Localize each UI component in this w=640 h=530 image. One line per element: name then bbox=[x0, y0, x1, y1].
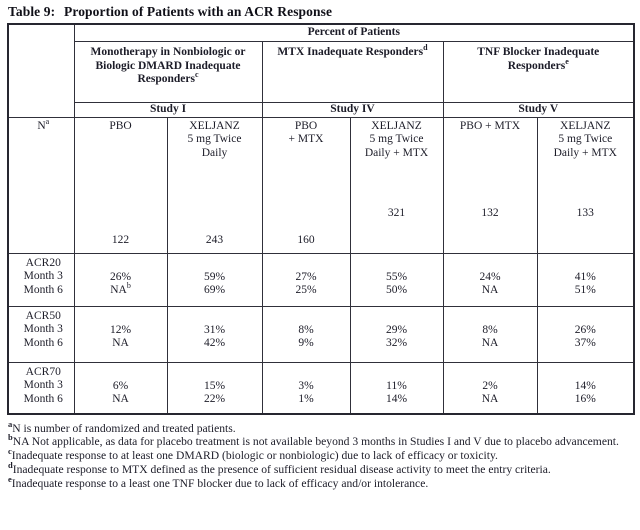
acr-value: 16% bbox=[574, 393, 596, 405]
acr-value: 37% bbox=[574, 337, 596, 349]
acr-value-cell bbox=[350, 306, 443, 362]
acr-value: 8% bbox=[298, 323, 314, 336]
acr20-label: ACR20 bbox=[25, 256, 61, 269]
group-tnf-header bbox=[443, 42, 634, 103]
study-1-cell: Study I bbox=[74, 103, 262, 118]
footnote-b-text: NA Not applicable, as data for placebo treatment is not available beyond 3 months in Studies I and V due to placebo advancement. bbox=[12, 435, 619, 449]
acr-value-cell bbox=[537, 306, 634, 362]
group-tnf-title: TNF Blocker Inadequate Responders bbox=[477, 46, 600, 72]
acr-value: 11% bbox=[386, 379, 407, 392]
group-header-row bbox=[8, 42, 634, 103]
acr-value: NA bbox=[481, 284, 499, 296]
acr-value: 59% bbox=[203, 270, 226, 283]
acr-value-cell bbox=[537, 362, 634, 414]
group-monotherapy-title: Monotherapy in Nonbiologic or Biologic DMARD Inadequate Responders bbox=[90, 46, 246, 85]
column-header-pbo-mtx-study4 bbox=[262, 117, 350, 253]
acr-value: NA bbox=[112, 393, 129, 405]
footnote-c-marker: c bbox=[8, 446, 12, 457]
acr50-row bbox=[8, 306, 634, 362]
group-monotherapy-header bbox=[74, 42, 262, 103]
footnote-marker-c: c bbox=[194, 70, 199, 80]
acr-value-cell bbox=[167, 253, 262, 306]
acr-value: 3% bbox=[298, 379, 314, 392]
acr-value-cell bbox=[443, 362, 537, 414]
acr-value: 14% bbox=[385, 393, 408, 405]
n-row bbox=[8, 117, 634, 253]
footnote-c bbox=[8, 446, 634, 463]
column-label-line: XELJANZ bbox=[371, 119, 422, 132]
footnotes bbox=[7, 418, 634, 491]
column-header-xeljanz-study1 bbox=[167, 117, 262, 253]
footnote-a-marker: a bbox=[8, 418, 13, 429]
acr-value: 22% bbox=[203, 393, 226, 405]
n-value: 132 bbox=[481, 207, 499, 219]
acr70-stub bbox=[8, 362, 74, 414]
n-value: 160 bbox=[297, 234, 315, 246]
month6-label: Month 6 bbox=[23, 283, 63, 296]
acr-value-cell bbox=[262, 253, 350, 306]
acr-value: 31% bbox=[203, 323, 226, 336]
study-4-cell: Study IV bbox=[262, 103, 443, 118]
column-header-pbo-study1 bbox=[74, 117, 167, 253]
acr-value: 42% bbox=[203, 337, 226, 349]
column-label-line: Daily + MTX bbox=[364, 146, 429, 159]
study-header-row bbox=[8, 103, 634, 118]
footnote-e bbox=[8, 473, 634, 491]
footnote-marker-a: a bbox=[45, 117, 50, 126]
acr-value-cell bbox=[167, 306, 262, 362]
header-corner-cell bbox=[8, 24, 74, 117]
acr-na-value: NA bbox=[110, 284, 127, 296]
acr-value: 51% bbox=[574, 284, 596, 296]
document-page bbox=[7, 3, 633, 490]
acr-value: 6% bbox=[112, 379, 129, 392]
column-header-pbo-mtx-study5 bbox=[443, 117, 537, 253]
n-value: 321 bbox=[387, 207, 406, 219]
acr20-stub bbox=[8, 253, 74, 306]
month6-label: Month 6 bbox=[23, 392, 63, 405]
column-label-line: + MTX bbox=[288, 133, 324, 145]
column-label-line: 5 mg Twice bbox=[369, 133, 424, 145]
acr20-row bbox=[8, 253, 634, 306]
acr-value: 69% bbox=[203, 284, 226, 296]
acr70-label: ACR70 bbox=[25, 365, 61, 378]
group-mtx-title: MTX Inadequate Responders bbox=[277, 46, 424, 58]
acr-value: 29% bbox=[385, 323, 408, 336]
acr-value-cell bbox=[350, 362, 443, 414]
acr-value: 9% bbox=[298, 337, 314, 349]
acr-value: NA bbox=[481, 337, 499, 349]
month3-label: Month 3 bbox=[23, 323, 63, 335]
column-label-line: XELJANZ bbox=[560, 119, 611, 132]
n-label: N bbox=[37, 119, 46, 132]
footnote-marker-e: e bbox=[565, 56, 569, 66]
acr-value: 55% bbox=[385, 270, 408, 283]
acr-value: 32% bbox=[385, 337, 408, 349]
acr-value-cell bbox=[350, 253, 443, 306]
footnote-d-text: Inadequate response to MTX defined as the presence of sufficient residual disease activity to meet the entry criteria. bbox=[12, 462, 551, 476]
acr-value: 8% bbox=[482, 323, 498, 336]
acr-value-cell bbox=[74, 306, 167, 362]
acr-value: 2% bbox=[482, 379, 498, 392]
group-mtx-header bbox=[262, 42, 443, 103]
footnote-e-text: Inadequate response to a least one TNF blocker due to lack of efficacy and/or intolerance. bbox=[11, 476, 429, 490]
acr-value: 12% bbox=[109, 323, 132, 336]
footnote-a bbox=[8, 418, 634, 436]
column-header-xeljanz-mtx-study4 bbox=[350, 117, 443, 253]
table-number-label: Table 9: bbox=[8, 4, 56, 19]
n-value: 243 bbox=[205, 234, 224, 246]
acr-value-cell bbox=[74, 362, 167, 414]
acr-value-cell bbox=[262, 306, 350, 362]
study-5-cell: Study V bbox=[443, 103, 634, 118]
column-label-line: PBO + MTX bbox=[459, 119, 521, 132]
acr-value-cell bbox=[74, 253, 167, 306]
footnote-d bbox=[8, 460, 634, 477]
acr-value: 1% bbox=[298, 393, 314, 405]
acr-value: 24% bbox=[479, 270, 501, 283]
column-header-xeljanz-mtx-study5 bbox=[537, 117, 634, 253]
month3-label: Month 3 bbox=[23, 379, 63, 391]
n-row-header bbox=[8, 117, 74, 253]
acr-value-cell bbox=[537, 253, 634, 306]
acr-value: 41% bbox=[574, 270, 596, 283]
footnote-e-marker: e bbox=[8, 473, 12, 484]
acr-value-cell bbox=[167, 362, 262, 414]
acr-value: 50% bbox=[385, 284, 408, 296]
n-value: 122 bbox=[111, 234, 130, 246]
footnote-marker-b: b bbox=[126, 281, 131, 291]
column-label-line: 5 mg Twice bbox=[187, 133, 242, 145]
column-label-line: 5 mg Twice bbox=[558, 133, 613, 145]
acr-value: 27% bbox=[295, 270, 317, 283]
acr-value: 15% bbox=[203, 379, 226, 392]
acr-value-cell bbox=[443, 306, 537, 362]
table-title bbox=[7, 3, 633, 23]
column-label-line: Daily + MTX bbox=[553, 146, 617, 159]
table-title-text: Proportion of Patients with an ACR Response bbox=[64, 4, 333, 19]
acr-value: 26% bbox=[109, 270, 132, 283]
footnote-marker-d: d bbox=[423, 43, 428, 53]
column-label-line: Daily bbox=[201, 146, 228, 159]
acr-value: 26% bbox=[574, 323, 596, 336]
footnote-d-marker: d bbox=[8, 460, 13, 471]
acr-response-table bbox=[7, 23, 635, 415]
footnote-b bbox=[8, 432, 634, 449]
acr70-row bbox=[8, 362, 634, 414]
acr-value bbox=[75, 281, 167, 298]
acr-value-cell bbox=[443, 253, 537, 306]
month6-label: Month 6 bbox=[23, 336, 63, 349]
percent-of-patients-header: Percent of Patients bbox=[74, 24, 634, 42]
acr50-label: ACR50 bbox=[25, 309, 61, 322]
acr-value: 14% bbox=[574, 379, 596, 392]
acr50-stub bbox=[8, 306, 74, 362]
acr-value: 25% bbox=[295, 284, 317, 296]
footnote-b-marker: b bbox=[8, 432, 13, 443]
footnote-a-text: N is number of randomized and treated patients. bbox=[12, 421, 236, 435]
footnote-c-text: Inadequate response to at least one DMARD (biologic or nonbiologic) due to lack of efficacy or toxicity. bbox=[11, 449, 498, 463]
acr-value: NA bbox=[112, 337, 129, 349]
acr-value: NA bbox=[481, 393, 499, 405]
acr-value-cell bbox=[262, 362, 350, 414]
column-label-line: PBO bbox=[294, 119, 318, 132]
n-value: 133 bbox=[576, 207, 594, 219]
column-label-line: PBO bbox=[109, 119, 132, 132]
month3-label: Month 3 bbox=[23, 270, 63, 282]
column-label-line: XELJANZ bbox=[189, 119, 240, 132]
percent-header-row bbox=[8, 24, 634, 42]
